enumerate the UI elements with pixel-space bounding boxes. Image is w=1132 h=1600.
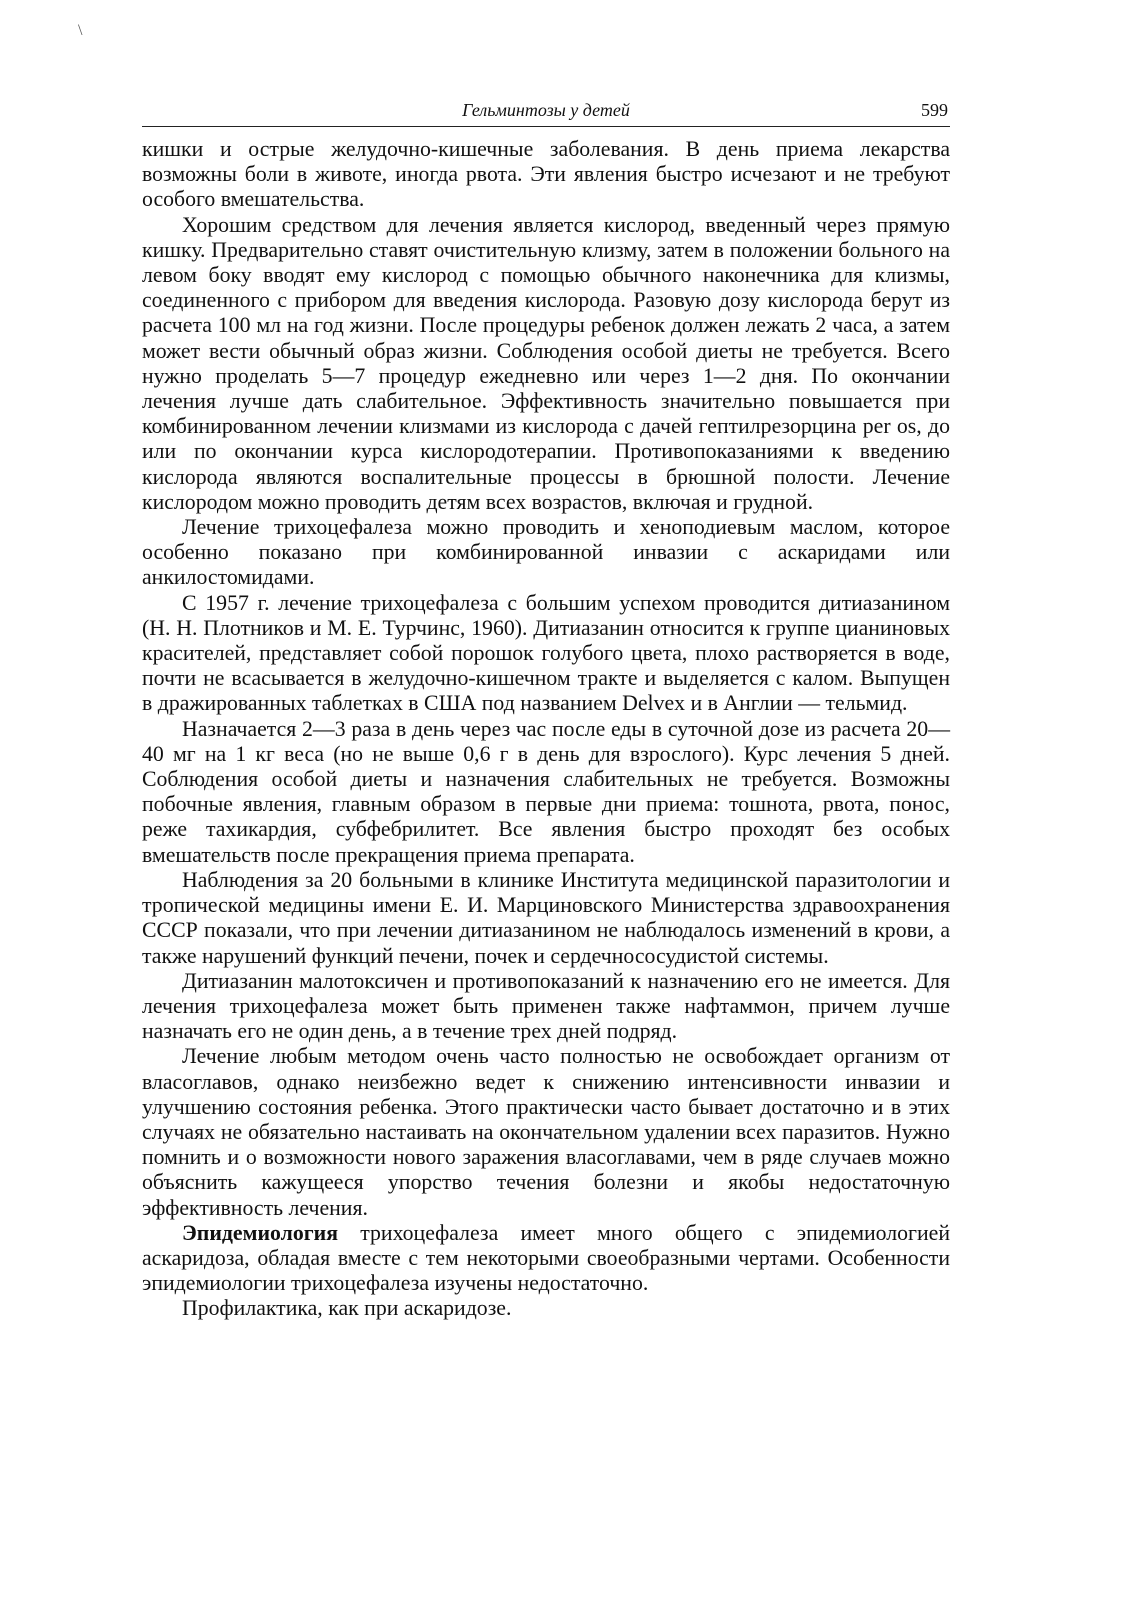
body-text <box>142 137 950 1322</box>
paragraph-text: Назначается 2—3 раза в день через час после еды в суточной дозе из расчета 20—40 мг на 1 кг веса (но не выше 0,6 г в день для взрослого). Курс лечения 5 дней. Соблюдения особой диеты и назначения слабительных не требуется. Возможны побочные явления, главным образом в первые дни приема: тошнота, рвота, понос, реже тахикардия, субфебрилитет. Все явления быстро проходят без особых вмешательств после прекращения приема препарата. <box>142 716 950 867</box>
paragraph-text: кишки и острые желудочно-кишечные заболевания. В день приема лекарства возможны боли в животе, иногда рвота. Эти явления быстро исчезают и не требуют особого вмешательства. <box>142 137 950 212</box>
paragraph-lead: Эпидемиология <box>182 1220 338 1245</box>
page-number: 599 <box>921 100 948 120</box>
paragraph-prophylaxis <box>142 1296 950 1321</box>
paragraph-text: С 1957 г. лечение трихоцефалеза с большим успехом проводится дитиазанином (Н. Н. Плотников и М. Е. Турчинс, 1960). Дитиазанин относится к группе цианиновых красителей, представляет собой порошок голубого цвета, плохо растворяется в воде, почти не всасывается в желудочно-кишечном тракте и выделяется с калом. Выпущен в дражированных таблетках в США под названием Delvex и в Англии — тельмид. <box>142 590 950 716</box>
paragraph-text: Наблюдения за 20 больными в клинике Института медицинской паразитологии и тропической медицины имени Е. И. Марциновского Министерства здравоохранения СССР показали, что при лечении дитиазанином не наблюдалось изменений в крови, а также нарушений функций печени, почек и сердечнососудистой системы. <box>142 867 950 968</box>
paragraph-text: Лечение любым методом очень часто полностью не освобождает организм от власоглавов, однако неизбежно ведет к снижению интенсивности инвазии и улучшению состояния ребенка. Этого практически часто бывает достаточно и в этих случаях не обязательно настаивать на окончательном удалении всех паразитов. Нужно помнить и о возможности нового заражения власоглавами, чем в ряде случаев можно объяснить кажущееся упорство течения болезни и якобы недостаточную эффективность лечения. <box>142 1044 950 1220</box>
paragraph-text: трихоцефалеза имеет много общего с эпидемиологией аскаридоза, обладая вместе с тем некоторыми своеобразными чертами. Особенности эпидемиологии трихоцефалеза изучены недостаточно. <box>142 1220 950 1296</box>
paragraph-text: Профилактика, как при аскаридозе. <box>182 1296 512 1321</box>
paragraph-toxicity <box>142 969 950 1045</box>
stray-scan-mark: \ <box>78 22 83 39</box>
paragraph-text: Дитиазанин малотоксичен и противопоказаний к назначению его не имеется. Для лечения трихоцефалеза может быть применен также нафтаммон, причем лучше назначать его не один день, а в течение трех дней подряд. <box>142 968 950 1044</box>
paragraph-dosage <box>142 717 950 868</box>
document-page <box>142 96 950 1322</box>
paragraph-text: Лечение трихоцефалеза можно проводить и хеноподиевым маслом, которое особенно показано при комбинированной инвазии с аскаридами или анкилостомидами. <box>142 515 950 590</box>
running-title: Гельминтозы у детей <box>462 100 630 120</box>
paragraph-chenopodium-oil <box>142 515 950 591</box>
running-header <box>142 96 950 127</box>
paragraph-continuation <box>142 137 950 213</box>
paragraph-treatment-outcome <box>142 1044 950 1220</box>
paragraph-epidemiology <box>142 1221 950 1297</box>
paragraph-oxygen-treatment <box>142 213 950 515</box>
paragraph-text: Хорошим средством для лечения является кислород, введенный через прямую кишку. Предварительно ставят очистительную клизму, затем в положении больного на левом боку вводят ему кислород с помощью обычного наконечника для клизмы, соединенного с прибором для введения кислорода. Разовую дозу кислорода берут из расчета 100 мл на год жизни. После процедуры ребенок должен лежать 2 часа, а затем может вести обычный образ жизни. Соблюдения особой диеты не требуется. Всего нужно проделать 5—7 процедур ежедневно или через 1—2 дня. По окончании лечения лучше дать слабительное. Эффективность значительно повышается при комбинированном лечении клизмами из кислорода с дачей гептилрезорцина per os, до или по окончании курса кислородотерапии. Противопоказаниями к введению кислорода являются воспалительные процессы в брюшной полости. Лечение кислородом можно проводить детям всех возрастов, включая и грудной. <box>142 212 950 514</box>
paragraph-dithiazanine <box>142 591 950 717</box>
paragraph-observations <box>142 868 950 969</box>
